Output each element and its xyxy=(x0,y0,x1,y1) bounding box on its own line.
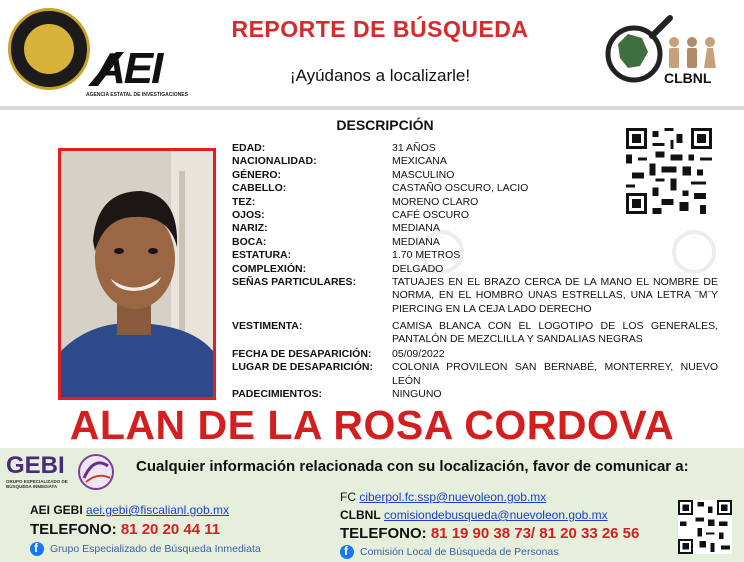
aei-logo-lettering: AEI xyxy=(94,44,162,93)
clbnl-phone xyxy=(340,525,639,542)
field-label: ESTATURA: xyxy=(232,249,292,262)
field-label: PADECIMIENTOS: xyxy=(232,388,323,401)
field-value: MEDIANA xyxy=(392,222,440,235)
gebi-logo: GEBI xyxy=(6,452,65,479)
people-figures-icon xyxy=(669,37,716,68)
header-divider xyxy=(0,106,744,110)
field-label: FECHA DE DESAPARICIÓN: xyxy=(232,348,372,360)
qr-code-icon[interactable] xyxy=(626,128,712,214)
field-value: 05/09/2022 xyxy=(392,348,445,360)
clbnl-email-link[interactable]: comisiondebusqueda@nuevoleon.gob.mx xyxy=(384,508,608,522)
field-label: EDAD: xyxy=(232,142,266,154)
field-value: DELGADO xyxy=(392,262,444,275)
field-value: CASTAÑO OSCURO, LACIO xyxy=(392,182,529,195)
fc-email-link[interactable]: ciberpol.fc.ssp@nuevoleon.gob.mx xyxy=(359,490,547,504)
field-value: TATUAJES EN EL BRAZO CERCA DE LA MANO EL NOMBRE DE NORMA, EN EL HOMBRO UNAS ESTRELLAS, UNA LETRA ¨M¨Y PIERCING EN LA CEJA LADO DERECHO xyxy=(392,276,718,315)
field-label: SEÑAS PARTICULARES: xyxy=(232,276,357,288)
aei-subtitle: AGENCIA ESTATAL DE INVESTIGACIONES xyxy=(86,92,188,98)
aei-phone xyxy=(30,521,220,538)
field-value: NINGUNO xyxy=(392,388,442,401)
fc-contact xyxy=(340,490,546,504)
report-header xyxy=(0,0,744,108)
contact-instruction: Cualquier información relacionada con su localización, favor de comunicar a: xyxy=(136,458,689,475)
clbnl-contact xyxy=(340,508,608,522)
field-value: MORENO CLARO xyxy=(392,195,479,208)
field-label: CABELLO: xyxy=(232,182,287,195)
field-label: NACIONALIDAD: xyxy=(232,155,317,168)
facebook-icon[interactable]: f xyxy=(340,545,354,559)
missing-person-photo xyxy=(58,148,216,400)
aei-gebi-contact xyxy=(30,503,229,517)
field-label: VESTIMENTA: xyxy=(232,320,303,332)
magnifier-handle-icon xyxy=(652,18,670,36)
field-label: LUGAR DE DESAPARICIÓN: xyxy=(232,361,373,374)
field-label: GÉNERO: xyxy=(232,168,282,181)
field-value: 31 AÑOS xyxy=(392,142,436,154)
fiscalia-seal-logo xyxy=(8,8,90,90)
map-state-icon xyxy=(618,34,648,68)
report-subtitle: ¡Ayúdanos a localizarle! xyxy=(289,66,471,85)
clbnl-phone-label: TELEFONO: xyxy=(340,525,427,542)
field-value: CAFÉ OSCURO xyxy=(392,209,470,221)
gebi-logo-subtitle: GRUPO ESPECIALIZADO DE BÚSQUEDA INMEDIATA xyxy=(6,479,68,489)
field-value: 1.70 METROS xyxy=(392,249,461,262)
footer-qr-code-icon[interactable] xyxy=(678,500,732,554)
description-heading: DESCRIPCIÓN xyxy=(336,117,434,133)
clbnl-logo-lettering: CLBNL xyxy=(664,70,712,86)
field-label: TEZ: xyxy=(232,195,256,208)
clbnl-facebook-link[interactable]: Comisión Local de Búsqueda de Personas xyxy=(360,546,559,558)
aei-gebi-email-link[interactable]: aei.gebi@fiscalianl.gob.mx xyxy=(86,503,229,517)
aei-phone-label: TELEFONO: xyxy=(30,521,117,538)
lion-emblem-icon xyxy=(24,24,74,74)
field-value: MASCULINO xyxy=(392,168,455,181)
field-value: CAMISA BLANCA CON EL LOGOTIPO DE LOS GENERALES, PANTALÓN DE MEZCLILLA Y SANDALIAS NEGRAS xyxy=(392,320,718,346)
field-label: OJOS: xyxy=(232,209,265,221)
missing-person-name: ALAN DE LA ROSA CORDOVA xyxy=(69,402,675,448)
gebi-facebook-link[interactable]: Grupo Especializado de Búsqueda Inmediata xyxy=(50,543,261,555)
field-label: COMPLEXIÓN: xyxy=(232,262,307,275)
clbnl-phone-number[interactable]: 81 19 90 38 73/ 81 20 33 26 56 xyxy=(430,525,640,542)
field-label: BOCA: xyxy=(232,235,267,248)
field-value: MEDIANA xyxy=(392,235,440,248)
field-value: MEXICANA xyxy=(392,155,447,168)
fc-prefix: FC xyxy=(340,490,356,504)
clbnl-prefix: CLBNL xyxy=(340,508,381,522)
aei-gebi-prefix: AEI GEBI xyxy=(30,503,83,517)
facebook-icon[interactable]: f xyxy=(30,542,44,556)
person-portrait-icon xyxy=(61,151,213,397)
aei-phone-number[interactable]: 81 20 20 44 11 xyxy=(120,521,221,538)
field-value: COLONIA PROVILEON SAN BERNABÉ, MONTERREY, NUEVO LEÓN xyxy=(392,361,718,387)
field-label: NARIZ: xyxy=(232,222,268,235)
report-title: REPORTE DE BÚSQUEDA xyxy=(231,16,529,42)
